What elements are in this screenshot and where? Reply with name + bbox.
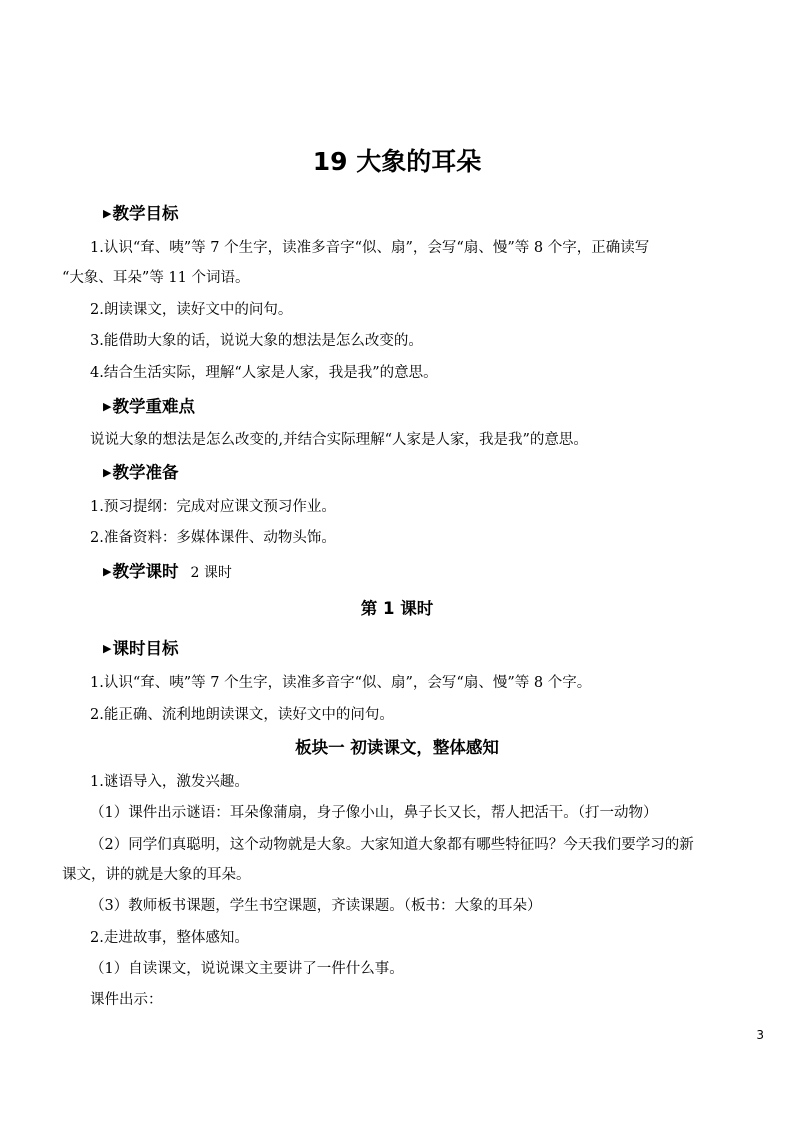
preparation-item: 2.准备资料：多媒体课件、动物头饰。 [90, 530, 336, 546]
block-line: （1）课件出示谜语：耳朵像蒲扇，身子像小山，鼻子长又长，帮人把活干。（打一动物） [90, 805, 658, 821]
section-heading-goals [103, 203, 178, 225]
block-line: （2）同学们真聪明，这个动物就是大象。大家知道大象都有哪些特征吗？今天我们要学习的新 [90, 837, 694, 853]
section-heading-lesson-goals [103, 638, 178, 660]
block-line: 2.走进故事，整体感知。 [90, 930, 249, 946]
arrow-marker-icon: ▶ [103, 400, 112, 413]
section-heading-difficulty [103, 396, 195, 418]
goal-item: 3.能借助大象的话，说说大象的想法是怎么改变的。 [90, 333, 423, 349]
arrow-marker-icon: ▶ [103, 642, 112, 655]
heading-label: 教学目标 [112, 204, 179, 223]
goal-item: 1.认识“耷、咦”等 7 个生字，读准多音字“似、扇”，会写“扇、慢”等 8 个字，正确读写 [90, 240, 650, 256]
goal-item-continuation: “大象、耳朵”等 11 个词语。 [62, 270, 250, 286]
heading-label: 教学准备 [112, 463, 179, 482]
hours-value: 2 课时 [190, 565, 232, 581]
block-line: 1.谜语导入，激发兴趣。 [90, 774, 249, 790]
arrow-marker-icon: ▶ [103, 207, 112, 220]
heading-label: 教学重难点 [112, 397, 195, 416]
block-line: （1）自读课文，说说课文主要讲了一件什么事。 [90, 961, 404, 977]
block-line-continuation: 课文，讲的就是大象的耳朵。 [62, 867, 251, 883]
block-line: 课件出示： [90, 992, 163, 1008]
difficulty-text: 说说大象的想法是怎么改变的,并结合实际理解“人家是人家，我是我”的意思。 [90, 432, 588, 448]
section-heading-preparation [103, 462, 178, 484]
lesson-goal-item: 1.认识“耷、咦”等 7 个生字，读准多音字“似、扇”，会写“扇、慢”等 8 个字。 [90, 675, 592, 691]
heading-label: 教学课时 [112, 562, 179, 581]
arrow-marker-icon: ▶ [103, 565, 112, 578]
page-title: 19 大象的耳朵 [312, 147, 482, 176]
heading-label: 课时目标 [112, 639, 179, 658]
block-heading: 板块一 初读课文，整体感知 [295, 738, 499, 757]
lesson-goal-item: 2.能正确、流利地朗读课文，读好文中的问句。 [90, 707, 394, 723]
arrow-marker-icon: ▶ [103, 466, 112, 479]
goal-item: 4.结合生活实际，理解“人家是人家，我是我”的意思。 [90, 365, 438, 381]
preparation-item: 1.预习提纲：完成对应课文预习作业。 [90, 499, 336, 515]
block-line: （3）教师板书课题，学生书空课题，齐读课题。（板书：大象的耳朵） [90, 898, 542, 914]
goal-item: 2.朗读课文，读好文中的问句。 [90, 302, 293, 318]
section-heading-hours [103, 561, 232, 584]
lesson-heading: 第 1 课时 [360, 599, 434, 618]
page-number: 3 [756, 1028, 764, 1042]
